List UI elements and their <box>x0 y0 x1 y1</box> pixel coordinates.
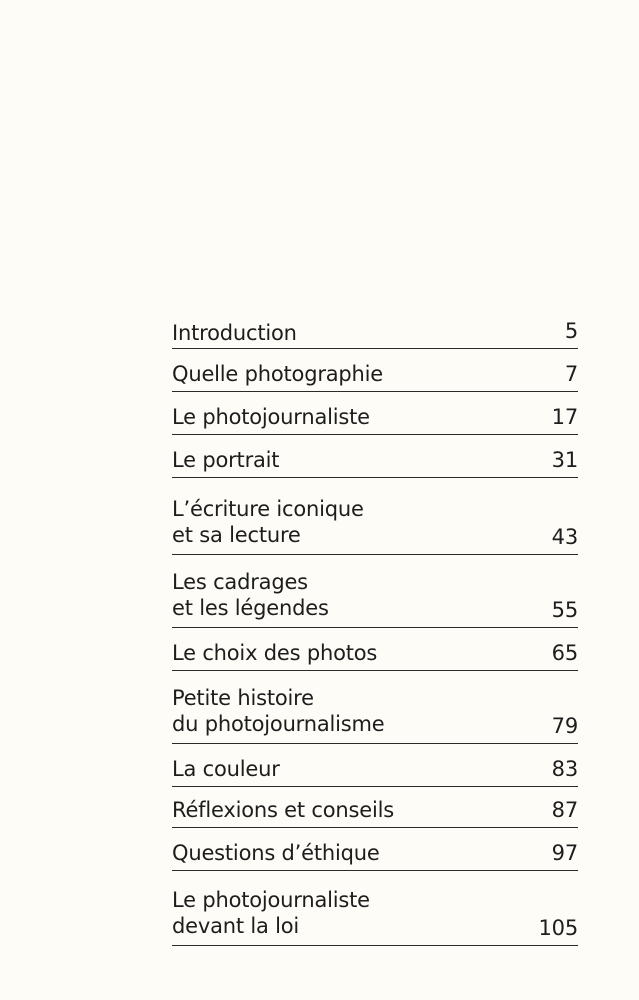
toc-entry-title-line1: Le photojournaliste <box>172 405 370 429</box>
toc-entry-la-couleur <box>172 744 578 787</box>
toc-entry-page-number: 43 <box>551 525 578 549</box>
toc-entry-le-photojournaliste <box>172 392 578 435</box>
toc-entry-ecriture-iconique <box>172 478 578 555</box>
toc-entry-title-line1: Les cadrages <box>172 570 308 594</box>
toc-entry-page-number: 79 <box>551 714 578 738</box>
toc-entry-title <box>172 671 502 737</box>
toc-entry-choix-des-photos <box>172 628 578 671</box>
toc-entry-title <box>172 744 502 782</box>
toc-entry-petite-histoire <box>172 671 578 744</box>
toc-entry-page-number: 97 <box>551 841 578 865</box>
toc-entry-title <box>172 318 502 346</box>
toc-entry-title-line2: du photojournalisme <box>172 712 385 736</box>
toc-entry-title <box>172 392 502 430</box>
toc-entry-title <box>172 871 502 939</box>
toc-entry-title <box>172 555 502 621</box>
toc-entry-page-number: 87 <box>551 798 578 822</box>
toc-entry-title-line1: Introduction <box>172 321 297 345</box>
toc-entry-title <box>172 435 502 473</box>
toc-entry-title-line1: Questions d’éthique <box>172 841 380 865</box>
toc-entry-title-line1: Le portrait <box>172 448 280 472</box>
toc-entry-title-line1: La couleur <box>172 757 280 781</box>
toc-entry-page-number: 17 <box>551 405 578 429</box>
toc-entry-introduction <box>172 318 578 349</box>
toc-entry-page-number: 105 <box>538 916 578 940</box>
toc-entry-quelle-photographie <box>172 349 578 392</box>
toc-entry-les-cadrages <box>172 555 578 628</box>
table-of-contents <box>172 318 578 946</box>
toc-entry-title <box>172 478 502 548</box>
toc-entry-page-number: 55 <box>551 598 578 622</box>
toc-entry-le-portrait <box>172 435 578 478</box>
toc-entry-title-line2: et les légendes <box>172 596 329 620</box>
toc-entry-reflexions <box>172 787 578 828</box>
toc-entry-title-line1: Le choix des photos <box>172 641 378 665</box>
toc-entry-title-line1: Réflexions et conseils <box>172 798 394 822</box>
toc-entry-title-line2: et sa lecture <box>172 523 301 547</box>
toc-entry-devant-la-loi <box>172 871 578 946</box>
toc-entry-title <box>172 828 502 866</box>
toc-entry-title <box>172 628 502 666</box>
toc-entry-title-line1: Petite histoire <box>172 686 314 710</box>
toc-entry-page-number: 65 <box>551 641 578 665</box>
toc-entry-page-number: 31 <box>551 448 578 472</box>
toc-entry-page-number: 5 <box>564 319 578 343</box>
toc-entry-title-line1: L’écriture iconique <box>172 497 364 521</box>
toc-entry-title-line1: Le photojournaliste <box>172 888 370 912</box>
toc-entry-title <box>172 349 502 387</box>
toc-entry-page-number: 83 <box>551 757 578 781</box>
toc-entry-questions-ethique <box>172 828 578 871</box>
toc-entry-title <box>172 787 502 823</box>
toc-entry-title-line2: devant la loi <box>172 914 300 938</box>
toc-entry-title-line1: Quelle photographie <box>172 362 384 386</box>
toc-entry-page-number: 7 <box>564 362 578 386</box>
